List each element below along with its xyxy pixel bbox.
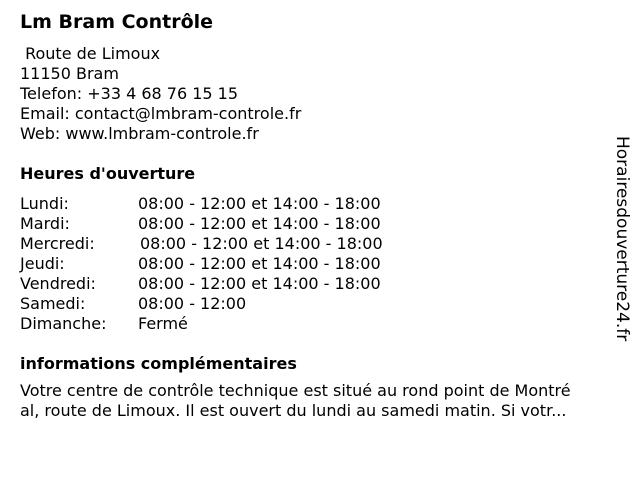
info-heading: informations complémentaires xyxy=(20,354,297,373)
time-value: 08:00 - 12:00 et 14:00 - 18:00 xyxy=(140,234,383,253)
hours-heading: Heures d'ouverture xyxy=(20,164,196,183)
day-label: Jeudi: xyxy=(20,254,65,273)
day-label: Samedi: xyxy=(20,294,86,313)
day-label: Mardi: xyxy=(20,214,70,233)
day-label: Dimanche: xyxy=(20,314,107,333)
day-label: Lundi: xyxy=(20,194,69,213)
city-postcode: 11150 Bram xyxy=(20,64,119,83)
phone-number: Telefon: +33 4 68 76 15 15 xyxy=(20,84,239,103)
day-label: Mercredi: xyxy=(20,234,95,253)
street-address: Route de Limoux xyxy=(20,44,161,63)
day-label: Vendredi: xyxy=(20,274,96,293)
time-value: 08:00 - 12:00 et 14:00 - 18:00 xyxy=(138,214,381,233)
business-title: Lm Bram Contrôle xyxy=(20,11,214,33)
time-value: 08:00 - 12:00 et 14:00 - 18:00 xyxy=(138,194,381,213)
time-value: Fermé xyxy=(138,314,188,333)
watermark-text: Horairesdouverture24.fr xyxy=(612,136,632,342)
email-address: Email: contact@lmbram-controle.fr xyxy=(20,104,302,123)
time-value: 08:00 - 12:00 et 14:00 - 18:00 xyxy=(138,274,381,293)
description-line: Votre centre de contrôle technique est situé au rond point de Montré xyxy=(20,381,571,400)
description-line: al, route de Limoux. Il est ouvert du lundi au samedi matin. Si votr... xyxy=(20,401,567,420)
description-text xyxy=(20,381,630,421)
time-value: 08:00 - 12:00 et 14:00 - 18:00 xyxy=(138,254,381,273)
time-value: 08:00 - 12:00 xyxy=(138,294,247,313)
contact-block xyxy=(20,44,301,144)
website-address: Web: www.lmbram-controle.fr xyxy=(20,124,259,143)
